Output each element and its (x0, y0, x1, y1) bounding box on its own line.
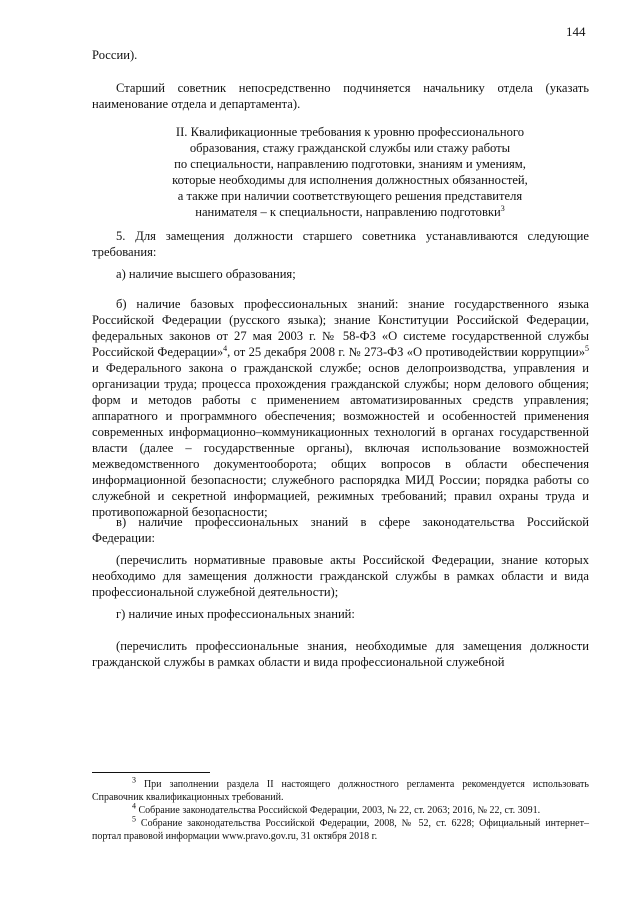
page-number: 144 (566, 24, 586, 39)
footnote-separator (92, 772, 210, 773)
heading-line: образования, стажу гражданской службы или стажу работы (189, 141, 511, 155)
footnote-number: 4 (132, 801, 136, 811)
paragraph-v: в) наличие профессиональных знаний в сфере законодательства Российской Федерации: (92, 515, 589, 545)
heading-line: которые необходимы для исполнения должностных обязанностей, (172, 173, 528, 187)
footnote-5 (92, 814, 589, 843)
section-heading (140, 124, 560, 220)
heading-line: по специальности, направлению подготовки, знаниям и умениям, (174, 157, 526, 171)
paragraph-5: 5. Для замещения должности старшего советника устанавливаются следующие требования: (92, 229, 589, 259)
paragraph-subordination: Старший советник непосредственно подчиняется начальнику отдела (указать наименование отдела и департамента). (92, 81, 589, 111)
footnote-number: 5 (132, 814, 136, 824)
footnote-number: 3 (132, 775, 136, 785)
paragraph-b-part3: и Федерального закона о гражданской службе; основ делопроизводства, управления и организации труда; процесса прохождения гражданской службы; норм делового общения; форм и методов работы с применением автоматизированных средств управления; аппаратного и программного обеспечения; возможностей и особенностей применения современных информационно–коммуникационных технологий в органах государственной власти (далее – государственные органы), включая использование возможностей межведомственного документооборота; общих вопросов в области обеспечения информационной безопасности; служебного распорядка МИД России; порядка работы со служебной и секретной информацией, режимных требований; правил охраны труда и противопожарной безопасности; (92, 361, 589, 519)
paragraph-v-note: (перечислить нормативные правовые акты Российской Федерации, знание которых необходимо для замещения должности гражданской службы в рамках области и вида профессиональной служебной деятельности); (92, 553, 589, 599)
paragraph-b (92, 296, 589, 520)
footnote-ref-3[interactable]: 3 (500, 203, 505, 213)
footnote-ref-5[interactable]: 5 (585, 343, 589, 353)
paragraph-g: г) наличие иных профессиональных знаний: (116, 607, 355, 621)
footnote-ref-4[interactable]: 4 (223, 343, 228, 353)
footnote-text: При заполнении раздела II настоящего должностного регламента рекомендуется использовать Справочник квалификационных требований. (92, 779, 589, 803)
paragraph-g-note: (перечислить профессиональные знания, необходимые для замещения должности гражданской службы в рамках области и вида профессиональной служебной (92, 639, 589, 669)
footnote-text: Собрание законодательства Российской Федерации, 2003, № 22, ст. 2063; 2016, № 22, ст. 3091. (136, 805, 541, 816)
heading-line (140, 204, 560, 220)
heading-line: а также при наличии соответствующего решения представителя (177, 189, 523, 203)
heading-line-text: нанимателя – к специальности, направлению подготовки (195, 205, 501, 219)
paragraph-b-part1: б) наличие базовых профессиональных знаний: знание государственного языка Российской Федерации (русского языка); знание Конституции Российской Федерации, федеральных законов от 27 мая 2003 г. № 58-ФЗ «О системе государственной службы Российской Федерации» (92, 297, 589, 359)
paragraph-a: а) наличие высшего образования; (116, 267, 296, 281)
footnote-text: Собрание законодательства Российской Федерации, 2008, № 52, ст. 6228; Официальный интернет–портал правовой информации www.pravo.gov.ru, 31 октября 2018 г. (92, 818, 589, 842)
footnote-3 (92, 775, 589, 804)
footnote-4 (92, 801, 589, 818)
paragraph-continuation: России). (92, 48, 138, 62)
heading-line: II. Квалификационные требования к уровню профессионального (175, 125, 525, 139)
paragraph-b-part2: , от 25 декабря 2008 г. № 273-ФЗ «О противодействии коррупции» (227, 345, 585, 359)
